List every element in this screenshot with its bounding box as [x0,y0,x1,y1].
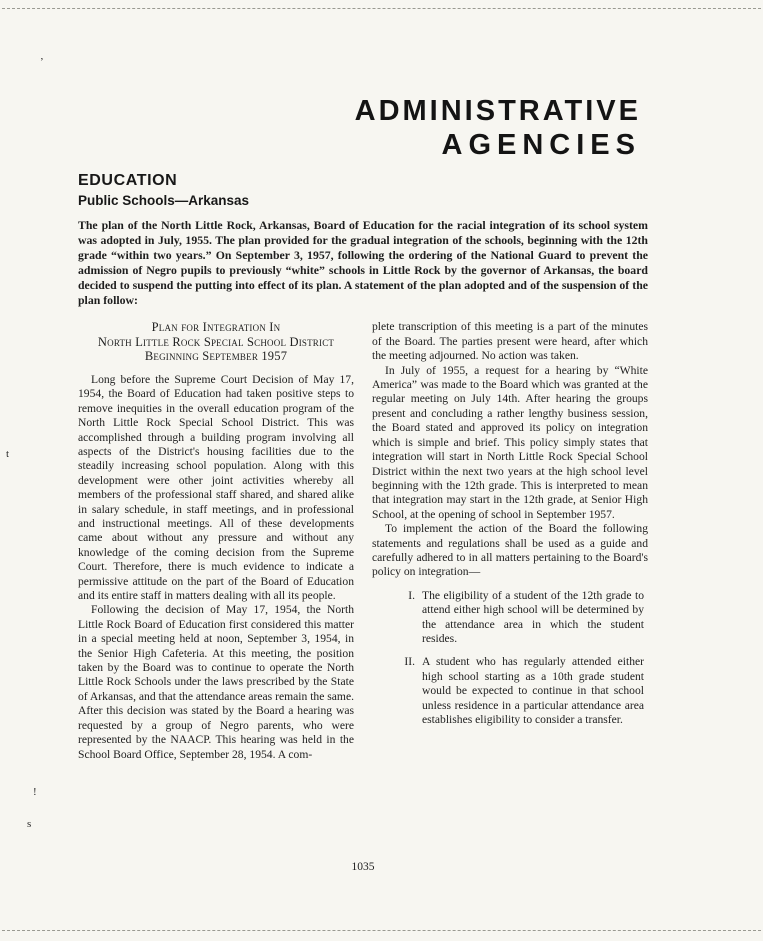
list-text: A student who has regularly attended either high school starting as a 10th grade student would be expected to continue in that school unless residence in a particular attendance area establishes eligibility to consider a transfer. [422,655,644,726]
two-column-body [78,320,648,761]
plan-heading [78,320,354,364]
paragraph: Following the decision of May 17, 1954, the North Little Rock Board of Education first considered this matter in a special meeting held at noon, September 3, 1954, in the Senior High Cafeteria. At this meeting, the position taken by the Board was to continue to operate the North Little Rock Schools under the laws prescribed by the State of Arkansas, and that the attendance areas remain the same. After this decision was stated by the Board a hearing was requested by a group of Negro parents, who were represented by the NAACP. This hearing was held in the School Board Office, September 28, 1954. A com- [78,603,354,761]
paragraph: Long before the Supreme Court Decision of May 17, 1954, the Board of Education had taken positive steps to remove inequities in the overall education program of the North Little Rock Special School District. This was accomplished through a building program involving all aspects of the District's housing facilities due to the steadily increasing school population. Along with this development were other joint activities whereby all members of the professional staff shared, and shared alike in salary schedule, in staff meetings, and in professional and instructional meetings. All of these developments came about without any pressure and without any knowledge of the coming decision from the Supreme Court. Therefore, there is much evidence to indicate a permissive attitude on the part of the Board of Education and its entire staff in matters dealing with all its people. [78,372,354,603]
regulations-list [372,589,648,728]
paragraph: plete transcription of this meeting is a part of the minutes of the Board. The parties present were heard, after which the meeting adjourned. No action was taken. [372,320,648,363]
list-numeral: II. [404,655,415,669]
scan-artifact: ’ [40,56,44,68]
list-text: The eligibility of a student of the 12th grade to attend either high school will be determined by the attendance area in which the student resides. [422,588,644,645]
paragraph: To implement the action of the Board the following statements and regulations shall be used as a guide and carefully adhered to in all matters pertaining to the Board's policy on integration— [372,522,648,579]
page-content [78,172,648,762]
intro-paragraph: The plan of the North Little Rock, Arkansas, Board of Education for the racial integration of its school system was adopted in July, 1955. The plan provided for the gradual integration of the schools, beginning with the 12th grade “within two years.” On September 3, 1957, following the ordering of the National Guard to prevent the admission of Negro pupils to previously “white” schools in Little Rock by the governor of Arkansas, the board decided to suspend the putting into effect of its plan. A statement of the plan adopted and of the suspension of the plan follow: [78,218,648,307]
scan-artifact: s [27,818,32,830]
bottom-edge-dashes [2,930,761,931]
list-item [398,589,644,647]
list-item [398,655,644,727]
page-title [355,94,641,162]
left-column [78,320,354,761]
list-numeral: I. [408,588,415,602]
subsection-heading: Public Schools—Arkansas [78,193,250,208]
right-column [372,320,648,761]
scan-artifact: ! [33,786,37,798]
page-number: 1035 [351,861,375,873]
title-line-1: ADMINISTRATIVE [354,95,641,127]
paragraph: In July of 1955, a request for a hearing by “White America” was made to the Board which was granted at the regular meeting on July 14th. After hearing the groups present and concluding a rather lengthy business session, the Board stated and approved its policy on integration which is simple and brief. This policy simply states that integration will start in North Little Rock Special School District within the next two years at the high school level beginning with the 12th grade. This is interpreted to mean that integration may start in the 12th grade, at Senior High School, at the opening of school in September 1957. [372,363,648,521]
section-heading: EDUCATION [78,172,178,189]
plan-heading-line-1: Plan for Integration In [151,320,281,335]
title-line-2: AGENCIES [441,129,641,161]
scan-artifact: t [6,448,10,460]
top-edge-dashes [2,8,761,9]
plan-heading-line-3: Beginning September 1957 [144,349,288,364]
plan-heading-line-2: North Little Rock Special School District [97,334,335,349]
